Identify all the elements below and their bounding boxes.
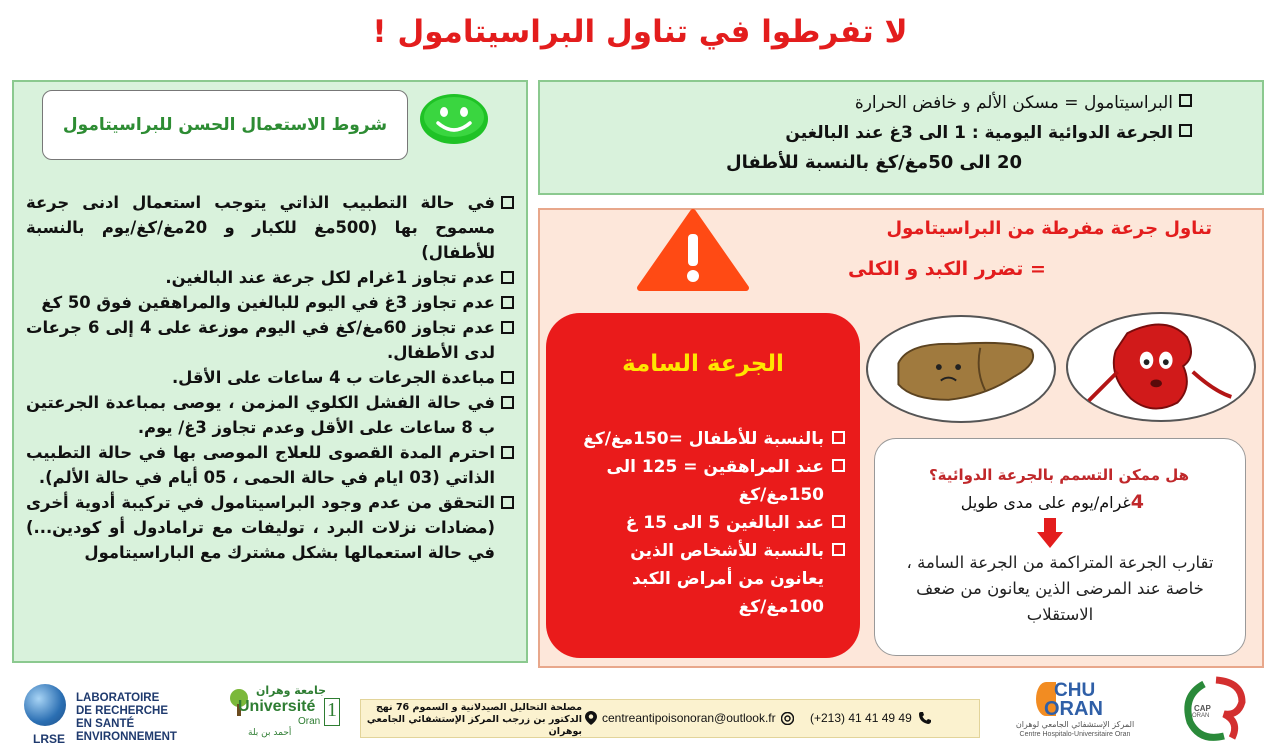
rule-item: احترم المدة القصوى للعلاج الموصى بها في حالة التطبيب الذاتي (03 ايام في حالة الحمى ، 05 أيام في حالة الألم).	[26, 440, 514, 490]
definition-row: البراسيتامول = مسكن الألم و خافض الحرارة	[552, 88, 1192, 118]
rule-item: عدم تجاوز 60مغ/كغ في اليوم موزعة على 4 إلى 6 جرعات لدى الأطفال.	[26, 315, 514, 365]
cap-oran-emblem-icon	[1176, 676, 1254, 750]
checkbox-icon	[832, 459, 845, 472]
checkbox-icon	[501, 496, 514, 509]
toxic-dose-list	[575, 425, 845, 621]
exclamation-mark: !	[372, 14, 387, 50]
checkbox-icon	[832, 543, 845, 556]
definition-text	[552, 88, 1192, 178]
daily-dose-row: الجرعة الدوائية اليومية : 1 الى 3غ عند البالغين	[552, 118, 1192, 148]
liver-illustration	[866, 315, 1056, 423]
phone-icon	[918, 711, 932, 725]
email	[585, 711, 794, 725]
lrse-name: LABORATOIRE DE RECHERCHE EN SANTÉ ENVIRONNEMENT	[76, 692, 177, 743]
poisoning-explanation: تقارب الجرعة المتراكمة من الجرعة السامة ، خاصة عند المرضى الذين يعانون من ضعف الاستقلاب	[906, 553, 1214, 624]
address: مصلحة التحاليل الصيدلانية و السموم 76 نهج الدكتور بن زرجب المركز الإستشفائي الجامعي بوهران	[366, 702, 582, 737]
checkbox-icon	[501, 321, 514, 334]
phone-number[interactable]: (+213) 41 41 49 49	[810, 711, 912, 725]
page-title: لا تفرطوا في تناول البراسيتامول !	[372, 14, 908, 50]
rule-item: مباعدة الجرعات ب 4 ساعات على الأقل.	[26, 365, 514, 390]
rule-item: في حالة التطبيب الذاتي يتوجب استعمال ادنى جرعة مسموح بها (500مغ للكبار و 20مغ/كغ/يوم بالنسبة للأطفال)	[26, 190, 514, 265]
phone	[810, 711, 932, 725]
checkbox-icon	[1179, 124, 1192, 137]
chu-oran-logo: CHU ORAN	[1036, 680, 1110, 718]
checkbox-icon	[501, 296, 514, 309]
good-use-heading: شروط الاستعمال الحسن للبراسيتامول	[62, 115, 388, 135]
child-dose-row: 20 الى 50مغ/كغ بالنسبة للأطفال	[725, 152, 1022, 173]
rule-item: عدم تجاوز 3غ في اليوم للبالغين والمراهقين فوق 50 كغ	[26, 290, 514, 315]
checkbox-icon	[501, 446, 514, 459]
sad-kidney-icon	[1068, 314, 1254, 420]
at-mail-icon	[781, 712, 794, 725]
toxic-dose-item: عند البالغين 5 الى 15 غ	[575, 509, 845, 537]
organ-damage-text: = تضرر الكبد و الكلى	[848, 258, 1046, 280]
checkbox-icon	[501, 396, 514, 409]
checkbox-icon	[501, 271, 514, 284]
cap-oran-logo: CAP ORAN	[1176, 676, 1254, 750]
toxic-dose-title: الجرعة السامة	[622, 351, 784, 377]
arrow-down-icon	[1037, 518, 1063, 548]
email-address[interactable]: centreantipoisonoran@outlook.fr	[602, 711, 776, 725]
checkbox-icon	[832, 515, 845, 528]
checkbox-icon	[832, 431, 845, 444]
rule-item: التحقق من عدم وجود البراسيتامول في تركيبة أدوية أخرى (مضادات نزلات البرد ، توليفات مع ترامادول أو كودين...) في حالة استعمالها بشكل مشترك مع الباراسيتامول	[26, 490, 514, 565]
checkbox-icon	[1179, 94, 1192, 107]
kidney-illustration	[1066, 312, 1256, 422]
toxic-dose-item: بالنسبة للأطفال =150مغ/كغ	[575, 425, 845, 453]
smiley-icon	[419, 93, 489, 145]
rule-item: عدم تجاوز 1غرام لكل جرعة عند البالغين.	[26, 265, 514, 290]
poisoning-question: هل ممكن التسمم بالجرعة الدوائية؟	[928, 466, 1190, 484]
checkbox-icon	[501, 371, 514, 384]
checkbox-icon	[501, 196, 514, 209]
lrse-globe-logo	[24, 684, 66, 726]
toxic-dose-item: عند المراهقين = 125 الى 150مغ/كغ	[575, 453, 845, 509]
warning-icon	[636, 208, 750, 292]
university-oran-logo: جامعة وهران Université Oran 1 أحمد بن بلة	[228, 684, 346, 744]
sad-liver-icon	[868, 317, 1054, 421]
overdose-heading: تناول جرعة مفرطة من البراسيتامول	[886, 218, 1212, 239]
toxic-dose-item: بالنسبة للأشخاص الذين يعانون من أمراض الكبد 100مغ/كغ	[575, 537, 845, 621]
chu-label: المركز الإستشفائي الجامعي لوهران Centre Hospitalo-Universitaire Oran	[1015, 720, 1135, 738]
good-use-rules	[26, 190, 514, 565]
rule-item: في حالة الفشل الكلوي المزمن ، يوصى بمباعدة الجرعتين ب 8 ساعات على الأقل وعدم تجاوز 3غ/ يوم.	[26, 390, 514, 440]
good-use-heading-box	[42, 90, 408, 160]
long-term-dose: 4غرام/يوم على مدى طويل	[960, 491, 1144, 513]
location-pin-icon	[585, 711, 597, 725]
lrse-abbreviation: LRSE	[32, 732, 65, 746]
